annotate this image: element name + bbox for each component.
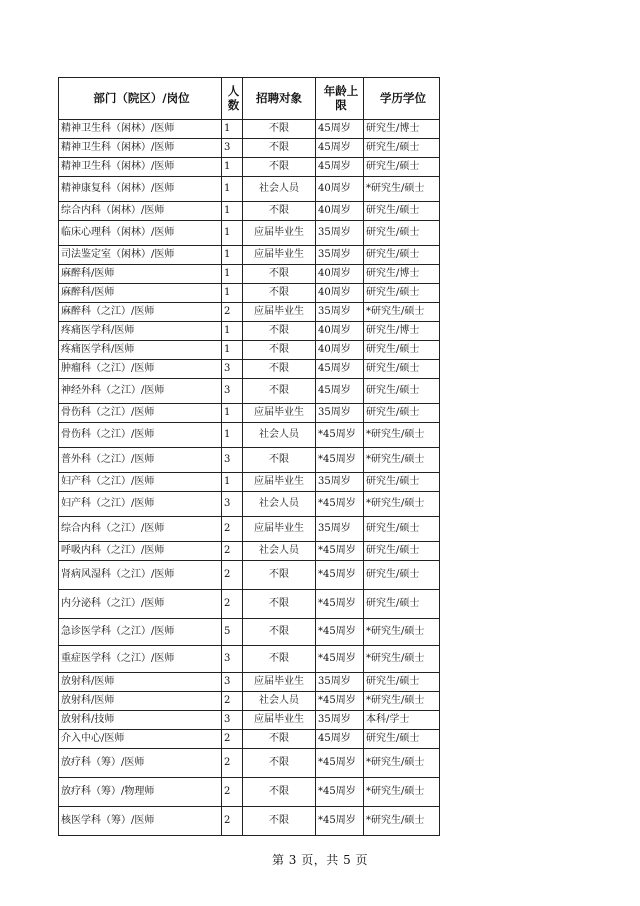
- cell-age: *45周岁: [316, 423, 364, 448]
- table-row: [59, 807, 440, 836]
- cell-target: 不限: [243, 807, 316, 836]
- cell-dept: 肿瘤科（之江）/医师: [59, 360, 222, 379]
- cell-age: 45周岁: [316, 730, 364, 749]
- cell-edu: 研究生/硕士: [364, 360, 440, 379]
- table-row: [59, 646, 440, 673]
- table-row: [59, 730, 440, 749]
- cell-dept: 精神卫生科（闲林）/医师: [59, 120, 222, 139]
- cell-target: 不限: [243, 322, 316, 341]
- cell-age: *45周岁: [316, 749, 364, 778]
- table-row: [59, 423, 440, 448]
- cell-target: 不限: [243, 590, 316, 619]
- table-row: [59, 692, 440, 711]
- page-number: 第 3 页，共 5 页: [271, 853, 369, 867]
- recruitment-table: [58, 77, 440, 836]
- cell-dept: 普外科（之江）/医师: [59, 448, 222, 473]
- cell-dept: 核医学科（筹）/医师: [59, 807, 222, 836]
- cell-target: 不限: [243, 139, 316, 158]
- cell-age: 35周岁: [316, 673, 364, 692]
- cell-edu: 研究生/硕士: [364, 473, 440, 492]
- cell-age: 35周岁: [316, 303, 364, 322]
- cell-num: 2: [222, 730, 243, 749]
- cell-age: 40周岁: [316, 265, 364, 284]
- cell-dept: 放射科/医师: [59, 692, 222, 711]
- cell-num: 2: [222, 542, 243, 561]
- cell-age: *45周岁: [316, 619, 364, 646]
- cell-age: 45周岁: [316, 360, 364, 379]
- cell-age: *45周岁: [316, 561, 364, 590]
- cell-target: 社会人员: [243, 423, 316, 448]
- cell-target: 应届毕业生: [243, 673, 316, 692]
- cell-target: 应届毕业生: [243, 473, 316, 492]
- cell-edu: 研究生/博士: [364, 265, 440, 284]
- cell-edu: 研究生/硕士: [364, 730, 440, 749]
- cell-num: 1: [222, 341, 243, 360]
- table-row: [59, 619, 440, 646]
- cell-num: 1: [222, 423, 243, 448]
- cell-age: *45周岁: [316, 692, 364, 711]
- table-row: [59, 711, 440, 730]
- cell-edu: *研究生/硕士: [364, 692, 440, 711]
- cell-num: 2: [222, 807, 243, 836]
- table-row: [59, 158, 440, 177]
- cell-edu: 研究生/硕士: [364, 404, 440, 423]
- table-row: [59, 379, 440, 404]
- table-row: [59, 542, 440, 561]
- table-row: [59, 303, 440, 322]
- cell-edu: 研究生/硕士: [364, 139, 440, 158]
- cell-age: *45周岁: [316, 807, 364, 836]
- cell-num: 5: [222, 619, 243, 646]
- cell-dept: 司法鉴定室（闲林）/医师: [59, 246, 222, 265]
- cell-edu: 研究生/硕士: [364, 284, 440, 303]
- cell-edu: 研究生/博士: [364, 322, 440, 341]
- cell-dept: 神经外科（之江）/医师: [59, 379, 222, 404]
- table-row: [59, 673, 440, 692]
- cell-edu: *研究生/硕士: [364, 807, 440, 836]
- table-row: [59, 120, 440, 139]
- cell-dept: 疼痛医学科/医师: [59, 341, 222, 360]
- table-row: [59, 265, 440, 284]
- cell-edu: *研究生/硕士: [364, 492, 440, 517]
- cell-dept: 放射科/技师: [59, 711, 222, 730]
- cell-age: 35周岁: [316, 221, 364, 246]
- table-row: [59, 246, 440, 265]
- table-row: [59, 448, 440, 473]
- cell-num: 1: [222, 158, 243, 177]
- cell-dept: 重症医学科（之江）/医师: [59, 646, 222, 673]
- cell-target: 社会人员: [243, 692, 316, 711]
- cell-target: 社会人员: [243, 177, 316, 202]
- cell-age: *45周岁: [316, 492, 364, 517]
- cell-num: 2: [222, 590, 243, 619]
- cell-edu: *研究生/硕士: [364, 749, 440, 778]
- cell-edu: *研究生/硕士: [364, 646, 440, 673]
- cell-edu: 研究生/硕士: [364, 246, 440, 265]
- table-row: [59, 590, 440, 619]
- cell-edu: 研究生/硕士: [364, 379, 440, 404]
- cell-dept: 精神卫生科（闲林）/医师: [59, 158, 222, 177]
- table-row: [59, 473, 440, 492]
- cell-edu: 研究生/硕士: [364, 202, 440, 221]
- cell-target: 不限: [243, 265, 316, 284]
- cell-age: 40周岁: [316, 341, 364, 360]
- table-row: [59, 221, 440, 246]
- cell-dept: 放疗科（筹）/物理师: [59, 778, 222, 807]
- cell-age: 35周岁: [316, 517, 364, 542]
- cell-dept: 肾病风湿科（之江）/医师: [59, 561, 222, 590]
- cell-dept: 妇产科（之江）/医师: [59, 473, 222, 492]
- cell-target: 应届毕业生: [243, 303, 316, 322]
- cell-num: 1: [222, 284, 243, 303]
- header-edu: 学历学位: [364, 78, 440, 120]
- cell-edu: 本科/学士: [364, 711, 440, 730]
- cell-dept: 麻醉科/医师: [59, 284, 222, 303]
- cell-target: 应届毕业生: [243, 246, 316, 265]
- cell-edu: *研究生/硕士: [364, 177, 440, 202]
- cell-dept: 麻醉科（之江）/医师: [59, 303, 222, 322]
- cell-target: 不限: [243, 158, 316, 177]
- table-row: [59, 561, 440, 590]
- header-num: 人数: [222, 78, 243, 120]
- table-row: [59, 749, 440, 778]
- cell-age: 40周岁: [316, 202, 364, 221]
- cell-age: 35周岁: [316, 246, 364, 265]
- cell-dept: 骨伤科（之江）/医师: [59, 404, 222, 423]
- cell-num: 1: [222, 473, 243, 492]
- cell-num: 1: [222, 322, 243, 341]
- cell-num: 3: [222, 646, 243, 673]
- table-row: [59, 284, 440, 303]
- cell-target: 不限: [243, 448, 316, 473]
- cell-age: *45周岁: [316, 542, 364, 561]
- cell-edu: *研究生/硕士: [364, 303, 440, 322]
- cell-dept: 综合内科（之江）/医师: [59, 517, 222, 542]
- table-row: [59, 517, 440, 542]
- cell-age: *45周岁: [316, 778, 364, 807]
- cell-edu: 研究生/硕士: [364, 673, 440, 692]
- cell-target: 不限: [243, 561, 316, 590]
- cell-target: 不限: [243, 202, 316, 221]
- cell-num: 1: [222, 404, 243, 423]
- header-age: 年龄上限: [316, 78, 364, 120]
- cell-edu: *研究生/硕士: [364, 423, 440, 448]
- cell-num: 2: [222, 303, 243, 322]
- cell-target: 社会人员: [243, 542, 316, 561]
- table-body: [59, 120, 440, 836]
- cell-target: 不限: [243, 120, 316, 139]
- cell-target: 不限: [243, 646, 316, 673]
- cell-age: 45周岁: [316, 158, 364, 177]
- cell-target: 不限: [243, 749, 316, 778]
- cell-num: 3: [222, 492, 243, 517]
- cell-age: *45周岁: [316, 590, 364, 619]
- cell-num: 3: [222, 139, 243, 158]
- cell-edu: 研究生/博士: [364, 120, 440, 139]
- cell-num: 3: [222, 711, 243, 730]
- cell-dept: 介入中心/医师: [59, 730, 222, 749]
- cell-dept: 精神卫生科（闲林）/医师: [59, 139, 222, 158]
- cell-dept: 妇产科（之江）/医师: [59, 492, 222, 517]
- cell-dept: 精神康复科（闲林）/医师: [59, 177, 222, 202]
- header-target: 招聘对象: [243, 78, 316, 120]
- table-row: [59, 492, 440, 517]
- cell-age: 45周岁: [316, 139, 364, 158]
- cell-dept: 综合内科（闲林）/医师: [59, 202, 222, 221]
- cell-dept: 疼痛医学科/医师: [59, 322, 222, 341]
- cell-age: 35周岁: [316, 473, 364, 492]
- cell-target: 应届毕业生: [243, 404, 316, 423]
- cell-edu: 研究生/硕士: [364, 561, 440, 590]
- cell-num: 2: [222, 692, 243, 711]
- table-row: [59, 139, 440, 158]
- cell-edu: 研究生/硕士: [364, 158, 440, 177]
- table-header-row: [59, 78, 440, 120]
- table-row: [59, 404, 440, 423]
- cell-target: 不限: [243, 360, 316, 379]
- cell-dept: 急诊医学科（之江）/医师: [59, 619, 222, 646]
- cell-target: 不限: [243, 778, 316, 807]
- cell-age: 45周岁: [316, 120, 364, 139]
- cell-target: 不限: [243, 341, 316, 360]
- cell-num: 2: [222, 778, 243, 807]
- cell-target: 社会人员: [243, 492, 316, 517]
- cell-age: *45周岁: [316, 448, 364, 473]
- cell-num: 2: [222, 561, 243, 590]
- cell-dept: 呼吸内科（之江）/医师: [59, 542, 222, 561]
- cell-num: 1: [222, 202, 243, 221]
- cell-age: 35周岁: [316, 711, 364, 730]
- table-row: [59, 778, 440, 807]
- cell-dept: 内分泌科（之江）/医师: [59, 590, 222, 619]
- cell-dept: 放疗科（筹）/医师: [59, 749, 222, 778]
- cell-edu: 研究生/硕士: [364, 341, 440, 360]
- cell-num: 3: [222, 673, 243, 692]
- cell-num: 2: [222, 517, 243, 542]
- cell-num: 3: [222, 448, 243, 473]
- cell-dept: 临床心理科（闲林）/医师: [59, 221, 222, 246]
- cell-num: 1: [222, 221, 243, 246]
- table-row: [59, 322, 440, 341]
- cell-num: 1: [222, 265, 243, 284]
- cell-target: 应届毕业生: [243, 711, 316, 730]
- header-dept: 部门（院区）/岗位: [59, 78, 222, 120]
- cell-target: 应届毕业生: [243, 221, 316, 246]
- cell-dept: 麻醉科/医师: [59, 265, 222, 284]
- cell-edu: 研究生/硕士: [364, 542, 440, 561]
- cell-num: 1: [222, 177, 243, 202]
- cell-edu: *研究生/硕士: [364, 448, 440, 473]
- cell-num: 3: [222, 360, 243, 379]
- cell-edu: *研究生/硕士: [364, 778, 440, 807]
- cell-target: 不限: [243, 730, 316, 749]
- cell-edu: 研究生/硕士: [364, 590, 440, 619]
- table-row: [59, 341, 440, 360]
- cell-target: 不限: [243, 379, 316, 404]
- cell-age: 40周岁: [316, 284, 364, 303]
- cell-target: 应届毕业生: [243, 517, 316, 542]
- cell-age: *45周岁: [316, 646, 364, 673]
- cell-num: 2: [222, 749, 243, 778]
- cell-target: 不限: [243, 619, 316, 646]
- table-row: [59, 360, 440, 379]
- cell-age: 35周岁: [316, 404, 364, 423]
- cell-edu: *研究生/硕士: [364, 619, 440, 646]
- cell-dept: 放射科/医师: [59, 673, 222, 692]
- cell-age: 40周岁: [316, 322, 364, 341]
- cell-age: 45周岁: [316, 379, 364, 404]
- cell-edu: 研究生/硕士: [364, 517, 440, 542]
- table-row: [59, 177, 440, 202]
- cell-num: 1: [222, 246, 243, 265]
- cell-edu: 研究生/硕士: [364, 221, 440, 246]
- cell-age: 40周岁: [316, 177, 364, 202]
- table-row: [59, 202, 440, 221]
- cell-target: 不限: [243, 284, 316, 303]
- cell-num: 1: [222, 120, 243, 139]
- cell-num: 3: [222, 379, 243, 404]
- cell-dept: 骨伤科（之江）/医师: [59, 423, 222, 448]
